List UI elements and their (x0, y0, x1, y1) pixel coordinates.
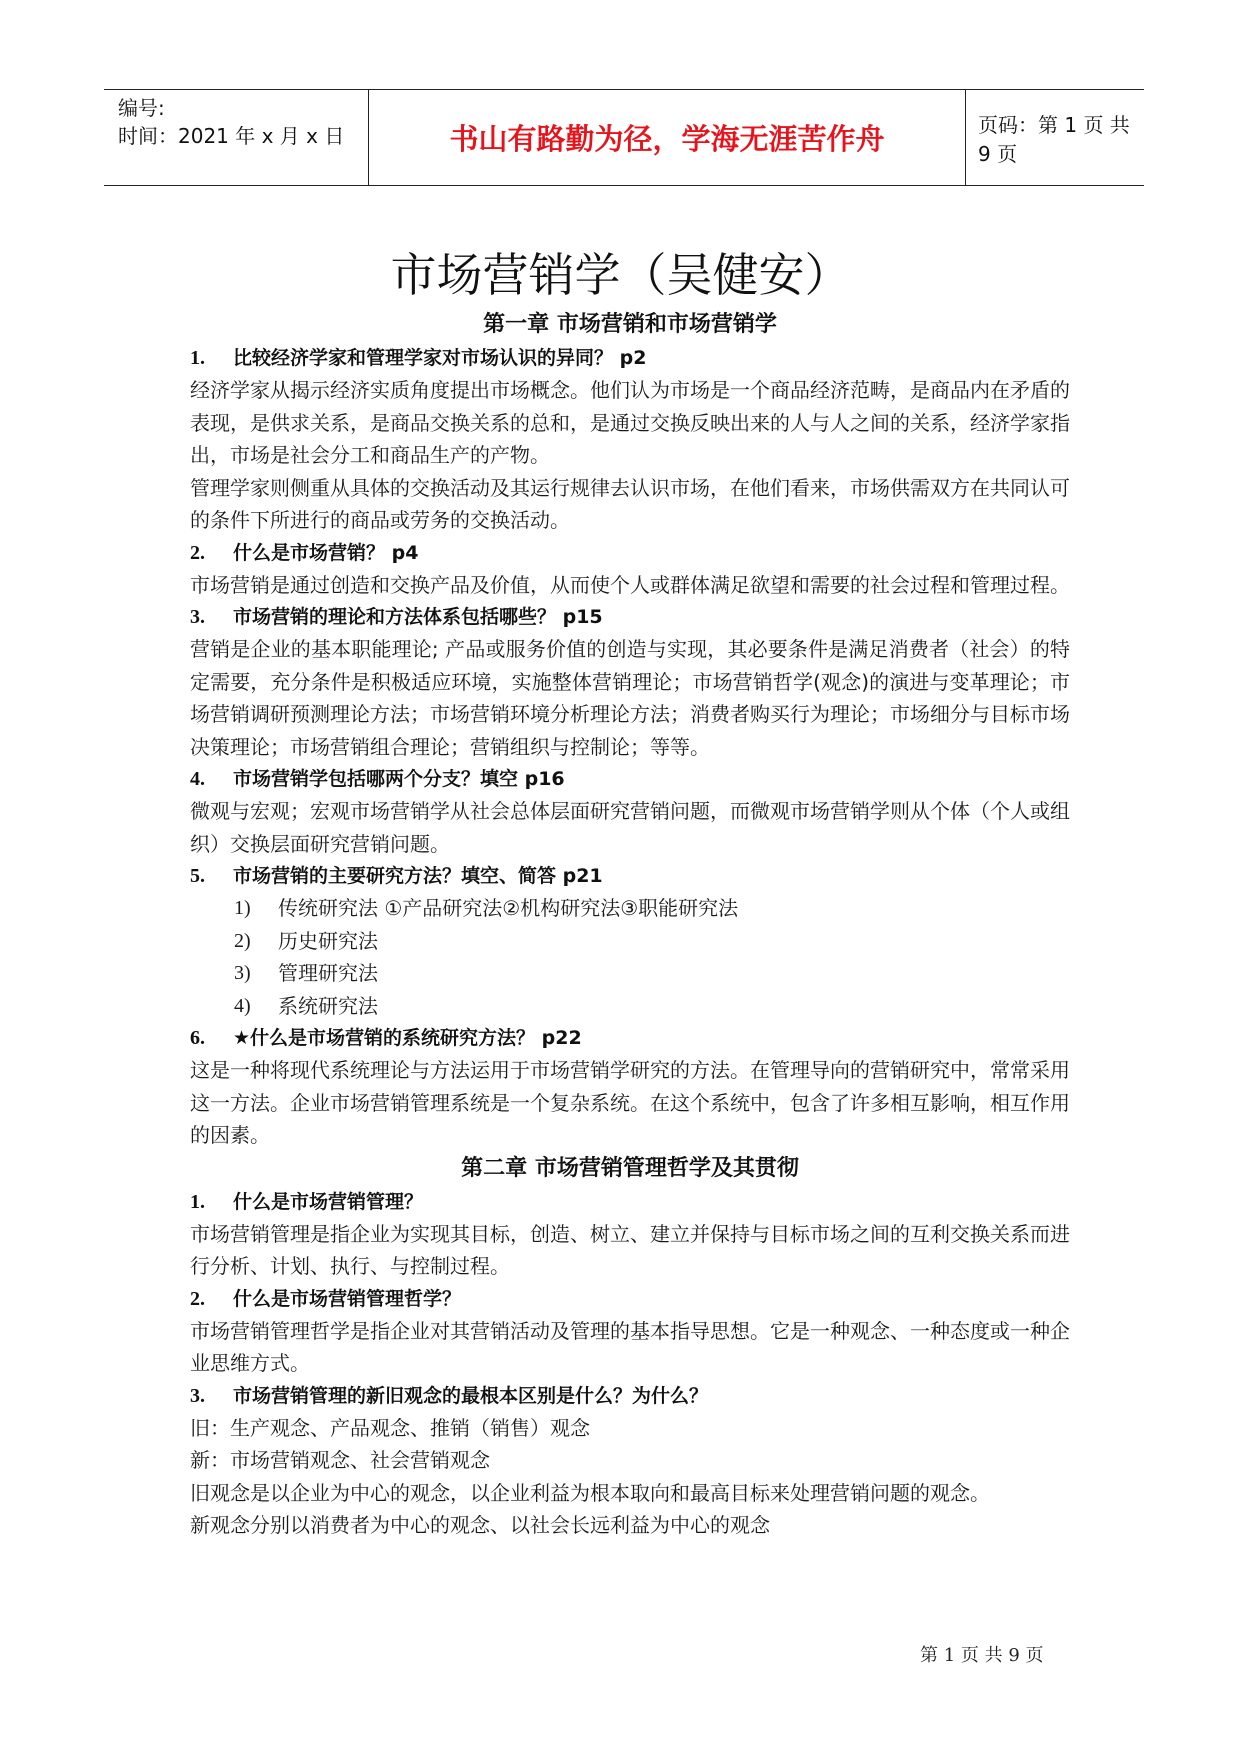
answer-paragraph: 经济学家从揭示经济实质角度提出市场概念。他们认为市场是一个商品经济范畴，是商品内在矛盾的表现，是供求关系，是商品交换关系的总和，是通过交换反映出来的人与人之间的关系，经济学家指出，市场是社会分工和商品生产的产物。 (190, 378, 1070, 467)
document-title: 市场营销学（吴健安） (390, 248, 851, 302)
question-heading (190, 537, 1070, 569)
question-number: 2. (190, 541, 205, 564)
answer-paragraph: 这是一种将现代系统理论与方法运用于市场营销学研究的方法。在管理导向的营销研究中，常常采用这一方法。企业市场营销管理系统是一个复杂系统。在这个系统中，包含了许多相互影响，相互作用的因素。 (190, 1058, 1070, 1147)
header-motto: 书山有路勤为径，学海无涯苦作舟 (449, 122, 885, 156)
question-heading (190, 763, 1070, 795)
question-heading (190, 1380, 1070, 1412)
question-heading (190, 601, 1070, 633)
answer-paragraph: 旧：生产观念、产品观念、推销（销售）观念 (190, 1415, 590, 1440)
answer-paragraph: 市场营销是通过创造和交换产品及价值，从而使个人或群体满足欲望和需要的社会过程和管理过程。 (190, 572, 1070, 597)
list-item-text: 管理研究法 (278, 961, 378, 985)
question-number: 6. (190, 1027, 205, 1049)
header-table (104, 89, 1144, 186)
question-text: ★什么是市场营销的系统研究方法？ p22 (233, 1027, 582, 1049)
question-text: 市场营销学包括哪两个分支？填空 p16 (233, 768, 565, 790)
question-number: 2. (190, 1287, 205, 1310)
list-item-number: 2) (234, 929, 251, 952)
list-item-number: 1) (234, 897, 251, 919)
question-text: 什么是市场营销？ p4 (233, 541, 419, 564)
chapter-heading: 第一章 市场营销和市场营销学 (483, 312, 777, 337)
question-heading (190, 1283, 1070, 1315)
question-number: 1. (190, 1190, 205, 1213)
list-item-text: 传统研究法 ①产品研究法②机构研究法③职能研究法 (278, 896, 739, 920)
list-item-text: 历史研究法 (278, 928, 378, 953)
answer-paragraph: 新观念分别以消费者为中心的观念、以社会长远利益为中心的观念 (190, 1513, 770, 1537)
answer-paragraph: 市场营销管理是指企业为实现其目标，创造、树立、建立并保持与目标市场之间的互利交换关系而进行分析、计划、执行、与控制过程。 (190, 1221, 1070, 1278)
time-label: 时间：2021 年 x 月 x 日 (118, 124, 345, 148)
answer-paragraph: 营销是企业的基本职能理论; 产品或服务价值的创造与实现，其必要条件是满足消费者（社会）的特定需要，充分条件是积极适应环境，实施整体营销理论；市场营销哲学(观念)的演进与变革理论；市场营销调研预测理论方法；市场营销环境分析理论方法；消费者购买行为理论；市场细分与目标市场决策理论；市场营销组合理论；营销组织与控制论；等等。 (190, 637, 1070, 759)
header-meta (118, 94, 364, 150)
document-body (190, 308, 1070, 1542)
list-item (190, 892, 1070, 925)
list-item-number: 3) (234, 962, 251, 984)
question-text: 什么是市场营销管理？ (233, 1190, 424, 1213)
answer-paragraph: 微观与宏观；宏观市场营销学从社会总体层面研究营销问题，而微观市场营销学则从个体（个人或组织）交换层面研究营销问题。 (190, 799, 1070, 856)
question-text: 什么是市场营销管理哲学？ (233, 1287, 462, 1310)
answer-paragraph: 管理学家则侧重从具体的交换活动及其运行规律去认识市场，在他们看来，市场供需双方在共同认可的条件下所进行的商品或劳务的交换活动。 (190, 475, 1070, 532)
list-item (190, 990, 1070, 1023)
question-number: 5. (190, 865, 205, 887)
page-footer: 第 1 页 共 9 页 (920, 1645, 1044, 1666)
list-item-number: 4) (234, 994, 251, 1017)
question-text: 市场营销的理论和方法体系包括哪些？ p15 (233, 606, 603, 628)
answer-paragraph: 旧观念是以企业为中心的观念，以企业利益为根本取向和最高目标来处理营销问题的观念。 (190, 1480, 990, 1505)
question-text: 市场营销的主要研究方法？填空、简答 p21 (233, 865, 603, 887)
answer-paragraph: 新：市场营销观念、社会营销观念 (190, 1448, 490, 1472)
list-item (190, 925, 1070, 958)
question-number: 3. (190, 1384, 205, 1407)
question-heading (190, 1186, 1070, 1218)
list-item (190, 957, 1070, 990)
question-heading (190, 342, 1070, 374)
list-item-text: 系统研究法 (278, 993, 378, 1018)
question-number: 1. (190, 347, 205, 369)
answer-paragraph: 市场营销管理哲学是指企业对其营销活动及管理的基本指导思想。它是一种观念、一种态度或一种企业思维方式。 (190, 1318, 1070, 1375)
question-heading (190, 860, 1070, 892)
serial-label: 编号: (118, 96, 165, 120)
question-number: 4. (190, 768, 205, 790)
question-text: 市场营销管理的新旧观念的最根本区别是什么？为什么？ (233, 1384, 709, 1407)
question-number: 3. (190, 606, 205, 628)
question-text: 比较经济学家和管理学家对市场认识的异同？ p2 (233, 347, 647, 369)
question-heading (190, 1022, 1070, 1054)
chapter-heading: 第二章 市场营销管理哲学及其贯彻 (461, 1155, 799, 1181)
header-page-info: 页码：第 1 页 共 9 页 (978, 112, 1130, 166)
